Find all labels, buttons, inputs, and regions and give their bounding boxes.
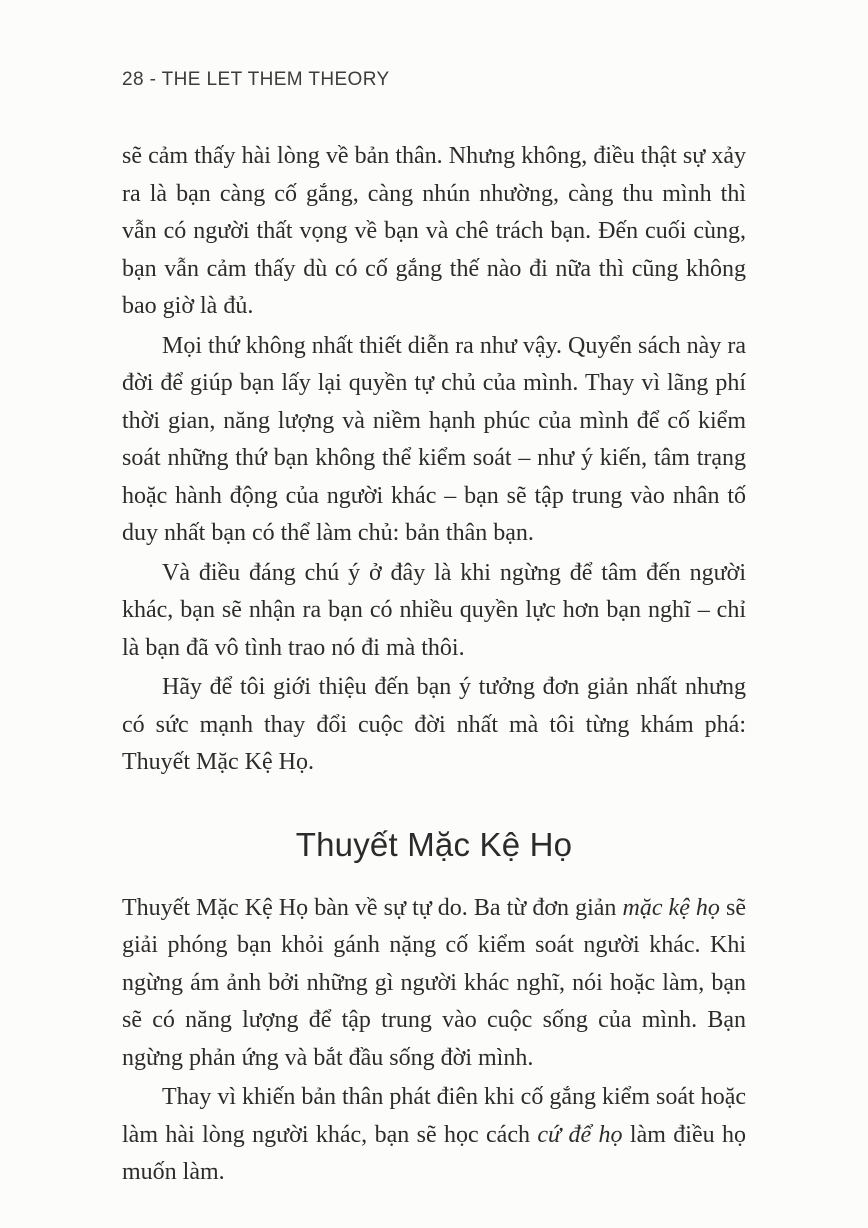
paragraph: [122, 890, 746, 1078]
paragraph: [122, 669, 746, 782]
text-run: sẽ giải phóng bạn khỏi gánh nặng cố kiểm soát người khác. Khi ngừng ám ảnh bởi những gì người khác nghĩ, nói hoặc làm, bạn sẽ có năng lượng để tập trung vào cuộc sống của mình. Bạn ngừng phản ứng và bắt đầu sống đời mình.: [122, 894, 746, 1071]
running-header: 28 - THE LET THEM THEORY: [122, 69, 390, 90]
body-text-top: [122, 138, 746, 782]
italic-text-run: cứ để họ: [537, 1121, 623, 1148]
section-heading: Thuyết Mặc Kệ Họ: [295, 825, 573, 863]
text-run: Thay vì khiến bản thân phát điên khi cố gắng kiểm soát hoặc làm hài lòng người khác, bạn sẽ học cách: [122, 1084, 746, 1148]
text-run: Thuyết Mặc Kệ Họ bàn về sự tự do. Ba từ đơn giản: [122, 894, 623, 921]
paragraph: [122, 328, 746, 553]
paragraph: [122, 1079, 746, 1192]
text-run: làm điều họ muốn làm.: [122, 1121, 746, 1185]
italic-text-run: mặc kệ họ: [622, 894, 720, 921]
text-run: Hãy để tôi giới thiệu đến bạn ý tưởng đơn giản nhất nhưng có sức mạnh thay đổi cuộc đời nhất mà tôi từng khám phá: Thuyết Mặc Kệ Họ.: [122, 674, 746, 775]
text-run: sẽ cảm thấy hài lòng về bản thân. Nhưng không, điều thật sự xảy ra là bạn càng cố gắng, càng nhún nhường, càng thu mình thì vẫn có người thất vọng về bạn và chê trách bạn. Đến cuối cùng, bạn vẫn cảm thấy dù có cố gắng thế nào đi nữa thì cũng không bao giờ là đủ.: [122, 143, 746, 319]
paragraph: [122, 138, 746, 326]
body-text-bottom: [122, 890, 746, 1192]
text-run: Và điều đáng chú ý ở đây là khi ngừng để tâm đến người khác, bạn sẽ nhận ra bạn có nhiều quyền lực hơn bạn nghĩ – chỉ là bạn đã vô tình trao nó đi mà thôi.: [122, 559, 746, 661]
paragraph: [122, 555, 746, 668]
text-run: Mọi thứ không nhất thiết diễn ra như vậy. Quyển sách này ra đời để giúp bạn lấy lại quyền tự chủ của mình. Thay vì lãng phí thời gian, năng lượng và niềm hạnh phúc của mình để cố kiểm soát những thứ bạn không thể kiểm soát – như ý kiến, tâm trạng hoặc hành động của người khác – bạn sẽ tập trung vào nhân tố duy nhất bạn có thể làm chủ: bản thân bạn.: [122, 332, 746, 546]
